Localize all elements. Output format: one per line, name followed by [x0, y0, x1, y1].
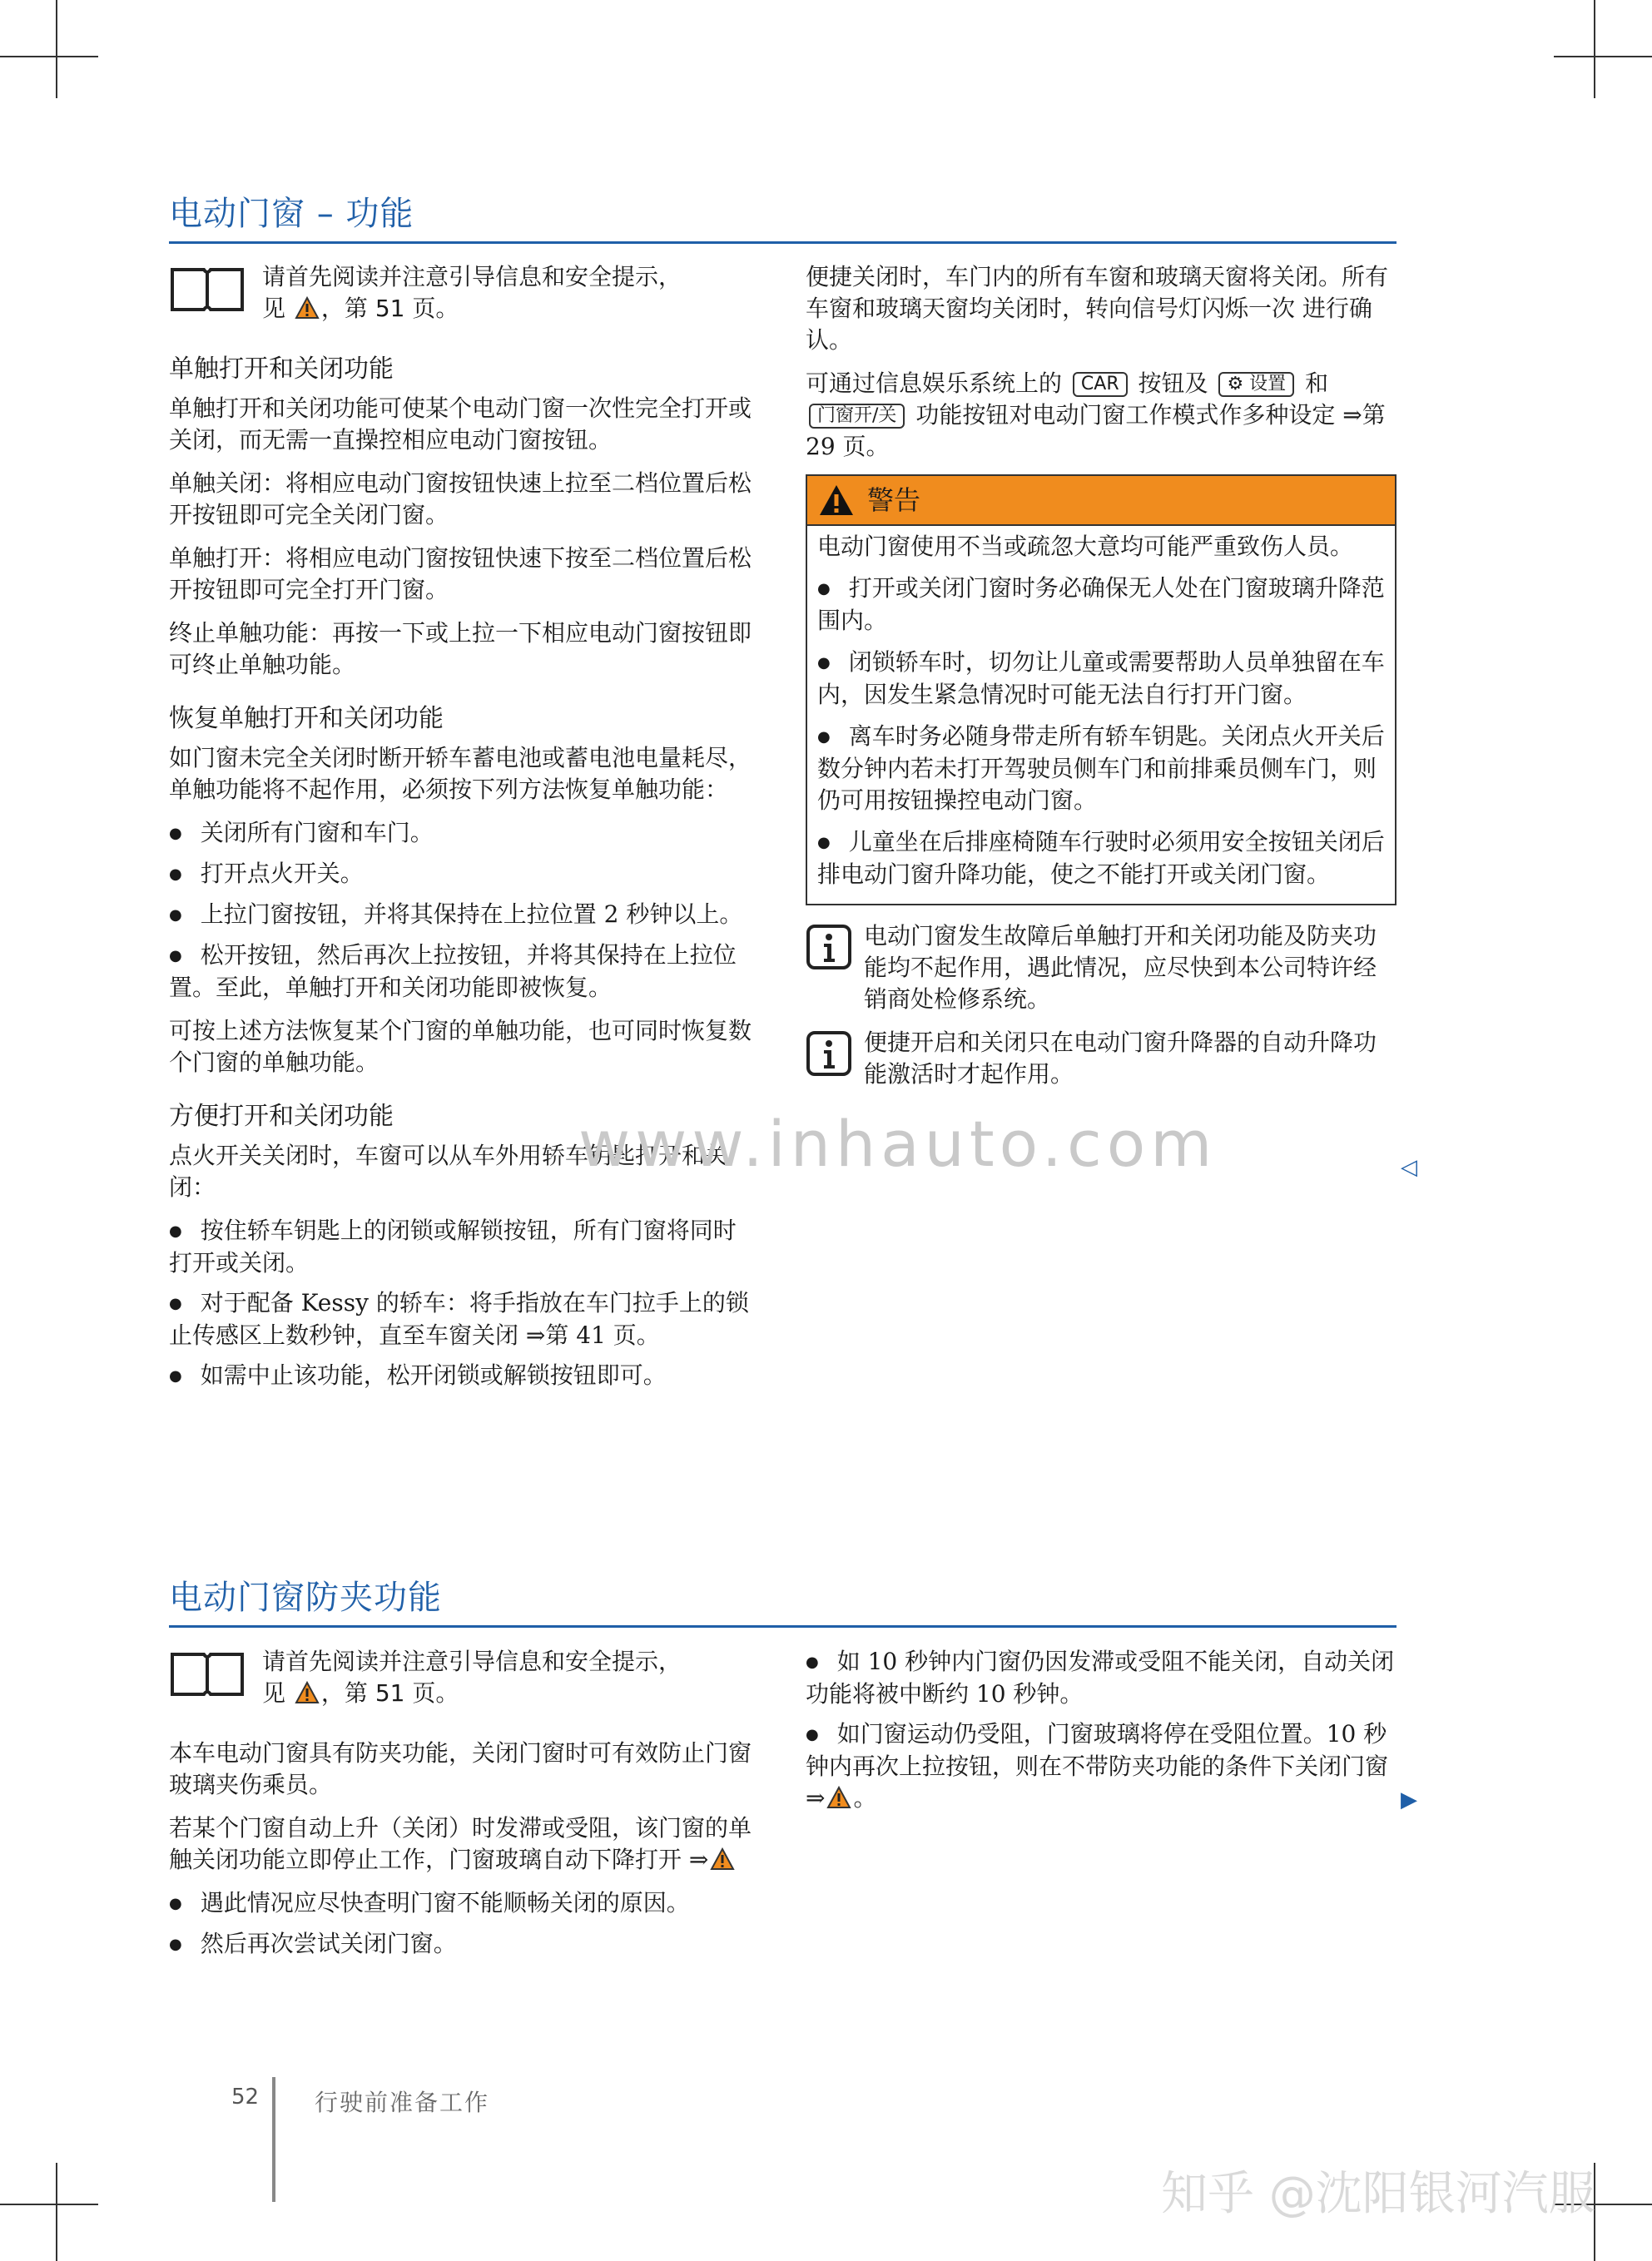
list-item: ● 遇此情况应尽快查明门窗不能顺畅关闭的原因。 — [169, 1887, 756, 1920]
see-text: 见 — [262, 295, 286, 322]
paragraph: 可按上述方法恢复某个门窗的单触功能，也可同时恢复数个门窗的单触功能。 — [169, 1017, 752, 1076]
left-column — [169, 261, 756, 1404]
settings-button: ⚙ 设置 — [1218, 372, 1294, 397]
crop-mark — [56, 2163, 57, 2261]
list-item: ● 如需中止该功能，松开闭锁或解锁按钮即可。 — [169, 1360, 756, 1392]
list-item: ● 如门窗运动仍受阻，门窗玻璃将停在受阻位置。10 秒钟内再次上拉按钮，则在不带防夹功能的条件下关闭门窗 ⇒ 。 — [806, 1718, 1397, 1814]
paragraph — [169, 1812, 756, 1876]
warning-body — [807, 526, 1395, 904]
warning-box — [806, 474, 1397, 905]
term-text: ：再按一下或上拉一下相应电动门窗按钮即可终止单触功能。 — [169, 619, 752, 678]
source-watermark: 知乎 @沈阳银河汽服 — [1161, 2167, 1595, 2221]
convenience-list — [169, 1215, 756, 1392]
text: 如门窗运动仍受阻，门窗玻璃将停在受阻位置。10 秒钟内再次上拉按钮，则在 — [806, 1720, 1387, 1780]
list-item: ● 对于配备 Kessy 的轿车：将手指放在车门拉手上的锁止传感区上数秒钟，直至车窗关闭 ⇒第 41 页。 — [169, 1287, 756, 1351]
warning-triangle-icon — [710, 1847, 735, 1871]
warning-triangle-icon — [295, 296, 320, 320]
text: 按钮及 — [1138, 369, 1208, 397]
list — [169, 1887, 756, 1961]
emphasis-text: 不带防夹功能 — [1062, 1753, 1203, 1780]
restore-list — [169, 817, 756, 1004]
term-text: ：将相应电动门窗按钮快速上拉至二档位置后松开按钮即可完全关闭门窗。 — [169, 469, 752, 528]
list-item: ● 关闭所有门窗和车门。 — [169, 817, 756, 850]
paragraph — [169, 468, 756, 531]
book-icon — [169, 263, 246, 315]
warning-item: ● 闭锁轿车时，切勿让儿童或需要帮助人员单独留在车内，因发生紧急情况时可能无法自行打开门窗。 — [817, 647, 1385, 711]
text: 可通过信息娱乐系统上的 — [806, 369, 1063, 397]
read-first-text: 请首先阅读并注意引导信息和安全提示， — [262, 263, 682, 290]
term-label: 单触打开 — [169, 544, 263, 572]
read-first-text: 请首先阅读并注意引导信息和安全提示， — [262, 1648, 682, 1675]
page-ref: ，第 51 页。 — [320, 1679, 459, 1707]
footer-divider — [272, 2077, 275, 2202]
section-title: 电动门窗防夹功能 — [169, 1571, 1397, 1628]
warning-item: ● 打开或关闭门窗时务必确保无人处在门窗玻璃升降范围内。 — [817, 573, 1385, 637]
info-note-text: 电动门窗发生故障后单触打开和关闭功能及防夹功能均不起作用，遇此情况，应尽快到本公司特许经销商处检修系统。 — [864, 922, 1377, 1013]
paragraph: 点火开关关闭时，车窗可以从车外用轿车钥匙打开和关闭： — [169, 1142, 729, 1201]
warning-title: 警告 — [867, 484, 921, 516]
paragraph: 本车电动门窗具有防夹功能，关闭门窗时可有效防止门窗玻璃夹伤乘员。 — [169, 1739, 752, 1798]
heading-convenience: 方便打开和关闭功能 — [169, 1102, 394, 1131]
list-item: ● 松开按钮，然后再次上拉按钮，并将其保持在上拉位置。至此，单触打开和关闭功能即被恢复。 — [169, 940, 756, 1004]
warning-intro: 电动门窗使用不当或疏忽大意均可能严重致伤人员。 — [817, 533, 1354, 560]
car-button: CAR — [1073, 372, 1128, 397]
crop-mark — [56, 0, 57, 98]
text: 功能按钮对电动门窗工作模式作多种设定 ⇒第 29 页。 — [806, 401, 1386, 460]
warning-item: ● 儿童坐在后排座椅随车行驶时必须用安全按钮关闭后排电动门窗升降功能，使之不能打开或关闭门窗。 — [817, 826, 1385, 890]
warning-triangle-icon — [817, 483, 856, 518]
paragraph: 便捷关闭时，车门内的所有车窗和玻璃天窗将关闭。所有车窗和玻璃天窗均关闭时，转向信号灯闪烁一次 进行确认。 — [806, 263, 1389, 354]
term-text: ：将相应电动门窗按钮快速下按至二档位置后松开按钮即可完全打开门窗。 — [169, 544, 752, 603]
info-note — [806, 920, 1397, 1015]
list-item: ● 如 10 秒钟内门窗仍因发滞或受阻不能关闭，自动关闭功能将被中断约 10 秒钟。 — [806, 1646, 1397, 1710]
paragraph — [806, 368, 1397, 463]
next-page-marker: ▶ — [1401, 1787, 1417, 1812]
info-note-text: 便捷开启和关闭只在电动门窗升降器的自动升降功能激活时才起作用。 — [864, 1029, 1377, 1088]
window-toggle-button: 门窗开/关 — [809, 404, 905, 429]
warning-triangle-icon — [295, 1681, 320, 1704]
paragraph: 如门窗未完全关闭时断开轿车蓄电池或蓄电池电量耗尽，单触功能将不起作用，必须按下列方法恢复单触功能： — [169, 744, 752, 803]
see-text: 见 — [262, 1679, 286, 1707]
info-icon — [806, 1030, 852, 1077]
paragraph — [169, 617, 756, 681]
heading-one-touch: 单触打开和关闭功能 — [169, 355, 394, 384]
warning-triangle-icon — [826, 1786, 851, 1809]
crop-mark — [1554, 56, 1652, 57]
crop-mark — [1594, 0, 1595, 98]
page-ref: ，第 51 页。 — [320, 295, 459, 322]
paragraph — [169, 543, 756, 606]
list-item: ● 上拉门窗按钮，并将其保持在上拉位置 2 秒钟以上。 — [169, 899, 756, 931]
warning-item: ● 离车时务必随身带走所有轿车钥匙。关闭点火开关后数分钟内若未打开驾驶员侧车门和前排乘员侧车门，则仍可用按钮操控电动门窗。 — [817, 721, 1385, 816]
section-end-marker: ◁ — [1401, 1155, 1417, 1180]
heading-restore: 恢复单触打开和关闭功能 — [169, 704, 444, 733]
paragraph: 单触打开和关闭功能可使某个电动门窗一次性完全打开或关闭，而无需一直操控相应电动门窗按钮。 — [169, 394, 752, 454]
footer-section: 行驶前准备工作 — [315, 2089, 490, 2116]
right-column — [806, 1646, 1397, 1826]
left-column — [169, 1646, 756, 1972]
info-icon — [806, 924, 852, 970]
book-icon — [169, 1648, 246, 1699]
term-label: 单触关闭 — [169, 469, 263, 497]
text: 若某个门窗自动上升（关闭）时发滞或受阻，该门窗的单触关闭功能立即停止工作，门窗玻璃自动下降打开 ⇒ — [169, 1814, 752, 1873]
crop-mark — [0, 56, 98, 57]
watermark: www.inhauto.com — [578, 1107, 1218, 1181]
text: 和 — [1305, 369, 1329, 397]
term-label: 终止单触功能 — [169, 619, 310, 647]
read-first-note — [169, 261, 756, 325]
right-column — [806, 261, 1397, 1095]
crop-mark — [0, 2204, 98, 2205]
list — [806, 1646, 1397, 1814]
info-note — [806, 1027, 1397, 1090]
list-item: ● 然后再次尝试关闭门窗。 — [169, 1928, 756, 1961]
page-number: 52 — [231, 2085, 260, 2110]
warning-header — [807, 476, 1395, 526]
text: 的条件下关闭门窗 ⇒ — [806, 1753, 1389, 1812]
section-title: 电动门窗 – 功能 — [169, 187, 1397, 244]
list-item: ● 打开点火开关。 — [169, 858, 756, 890]
list-item: ● 按住轿车钥匙上的闭锁或解锁按钮，所有门窗将同时打开或关闭。 — [169, 1215, 756, 1279]
read-first-note — [169, 1646, 756, 1709]
